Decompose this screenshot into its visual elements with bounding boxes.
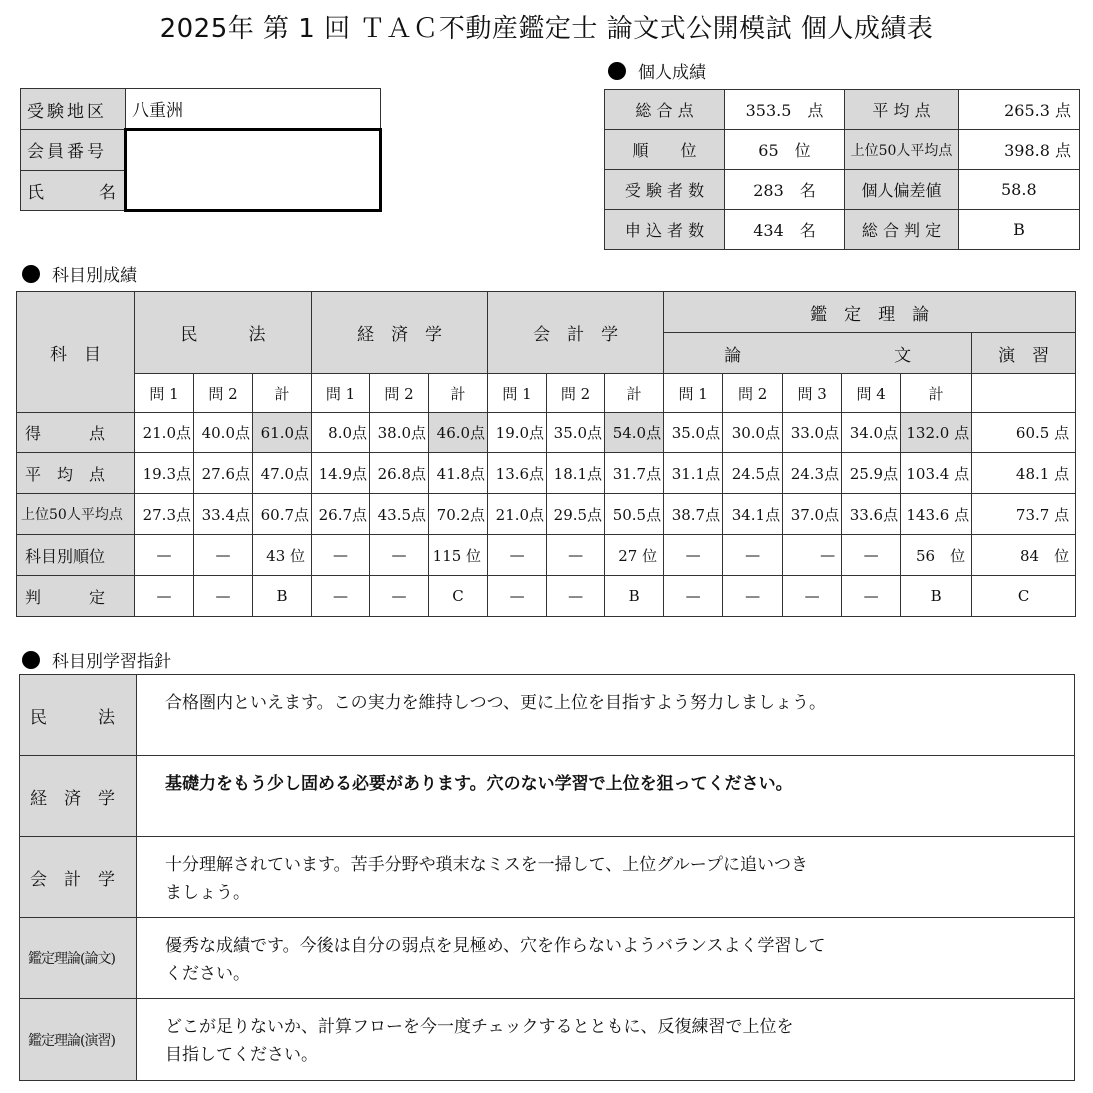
score-cell: — xyxy=(135,576,194,617)
judgment-value: B xyxy=(959,210,1080,250)
row-label: 得 点 xyxy=(17,413,135,453)
score-cell: 21.0点 xyxy=(488,494,547,535)
guidance-line: 優秀な成績です。今後は自分の弱点を見極め、穴を作らないようバランスよく学習して xyxy=(165,936,826,956)
score-cell: B xyxy=(253,576,312,617)
score-cell: 27.6点 xyxy=(194,453,253,494)
score-cell: 47.0点 xyxy=(253,453,312,494)
section-by-subject-heading xyxy=(22,261,137,286)
area-value: 八重洲 xyxy=(126,89,381,130)
score-cell: 115 位 xyxy=(429,535,488,576)
column-header: 計 xyxy=(901,374,972,413)
score-cell: — xyxy=(547,576,605,617)
guidance-text xyxy=(137,999,1075,1081)
score-cell: 61.0点 xyxy=(253,413,312,453)
column-header: 問 2 xyxy=(194,374,253,413)
score-cell: 19.0点 xyxy=(488,413,547,453)
column-header: 問 1 xyxy=(664,374,723,413)
score-cell: 34.0点 xyxy=(842,413,901,453)
guidance-line: ください。 xyxy=(165,964,250,984)
bullet-icon xyxy=(22,265,40,283)
score-cell: 37.0点 xyxy=(783,494,842,535)
deviation-label: 個人偏差値 xyxy=(845,170,959,210)
score-cell: 40.0点 xyxy=(194,413,253,453)
score-cell: 35.0点 xyxy=(664,413,723,453)
guidance-line: どこが足りないか、計算フローを今一度チェックするとともに、反復練習で上位を xyxy=(165,1017,794,1037)
score-cell: 8.0点 xyxy=(312,413,370,453)
score-row xyxy=(17,453,1076,494)
guidance-row xyxy=(20,675,1075,756)
score-cell: — xyxy=(664,576,723,617)
score-cell: — xyxy=(723,535,783,576)
column-header: 問 2 xyxy=(547,374,605,413)
score-cell: — xyxy=(312,535,370,576)
score-cell: C xyxy=(972,576,1076,617)
bullet-icon xyxy=(22,651,40,669)
score-cell: 24.3点 xyxy=(783,453,842,494)
guidance-text xyxy=(137,918,1075,999)
score-cell: 29.5点 xyxy=(547,494,605,535)
score-cell: 26.8点 xyxy=(370,453,429,494)
column-header: 計 xyxy=(605,374,664,413)
score-cell: 30.0点 xyxy=(723,413,783,453)
candidate-info-table xyxy=(20,88,382,212)
score-cell: — xyxy=(547,535,605,576)
score-cell: 70.2点 xyxy=(429,494,488,535)
judgment-label: 総 合 判 定 xyxy=(845,210,959,250)
score-cell: 33.0点 xyxy=(783,413,842,453)
score-cell: 27 位 xyxy=(605,535,664,576)
section-guidance-label: 科目別学習指針 xyxy=(52,652,171,672)
economics-header: 経 済 学 xyxy=(312,292,488,374)
name-label: 氏 名 xyxy=(21,170,126,211)
top50-average-label: 上位50人平均点 xyxy=(845,130,959,170)
guidance-line: ましょう。 xyxy=(165,883,250,903)
examinees-label: 受 験 者 数 xyxy=(605,170,725,210)
score-cell: C xyxy=(429,576,488,617)
guidance-text xyxy=(137,837,1075,918)
row-label: 科目別順位 xyxy=(17,535,135,576)
civil-law-header: 民 法 xyxy=(135,292,312,374)
score-cell: 103.4 点 xyxy=(901,453,972,494)
score-cell: 26.7点 xyxy=(312,494,370,535)
row-label: 判 定 xyxy=(17,576,135,617)
top50-average-value: 398.8 点 xyxy=(959,130,1080,170)
guidance-line: 基礎力をもう少し固める必要があります。穴のない学習で上位を狙ってください。 xyxy=(165,774,793,794)
bullet-icon xyxy=(608,62,626,80)
guidance-row xyxy=(20,756,1075,837)
score-cell: 31.1点 xyxy=(664,453,723,494)
score-cell: 73.7 点 xyxy=(972,494,1076,535)
member-number-value xyxy=(126,130,381,171)
score-row xyxy=(17,494,1076,535)
score-cell: 56 位 xyxy=(901,535,972,576)
score-cell: 43.5点 xyxy=(370,494,429,535)
score-cell: 60.7点 xyxy=(253,494,312,535)
examinees-value: 283 名 xyxy=(725,170,845,210)
score-cell: — xyxy=(842,535,901,576)
column-header-row xyxy=(17,374,1076,413)
score-cell: 19.3点 xyxy=(135,453,194,494)
score-cell: 60.5 点 xyxy=(972,413,1076,453)
score-cell: 54.0点 xyxy=(605,413,664,453)
total-score-value: 353.5 点 xyxy=(725,90,845,130)
member-number-label: 会員番号 xyxy=(21,130,126,171)
essay-header: 論 文 xyxy=(664,333,972,374)
subject-header: 科 目 xyxy=(17,292,135,413)
score-cell: 41.8点 xyxy=(429,453,488,494)
score-cell: 46.0点 xyxy=(429,413,488,453)
score-cell: 84 位 xyxy=(972,535,1076,576)
column-header: 問 1 xyxy=(312,374,370,413)
section-personal-heading xyxy=(608,58,706,83)
column-header: 問 2 xyxy=(723,374,783,413)
name-value xyxy=(126,170,381,211)
score-cell: — xyxy=(842,576,901,617)
summary-table xyxy=(604,89,1080,250)
score-cell: 18.1点 xyxy=(547,453,605,494)
score-cell: — xyxy=(194,576,253,617)
area-label: 受験地区 xyxy=(21,89,126,130)
accounting-header: 会 計 学 xyxy=(488,292,664,374)
guidance-subject: 経 済 学 xyxy=(20,756,137,837)
score-cell: — xyxy=(194,535,253,576)
guidance-text xyxy=(137,756,1075,837)
score-cell: — xyxy=(783,535,842,576)
average-score-label: 平 均 点 xyxy=(845,90,959,130)
guidance-line: 合格圏内といえます。この実力を維持しつつ、更に上位を目指すよう努力しましょう。 xyxy=(165,693,826,713)
column-header xyxy=(972,374,1076,413)
column-header: 問 4 xyxy=(842,374,901,413)
score-cell: 50.5点 xyxy=(605,494,664,535)
score-cell: 14.9点 xyxy=(312,453,370,494)
guidance-text xyxy=(137,675,1075,756)
row-label: 平 均 点 xyxy=(17,453,135,494)
column-header: 問 1 xyxy=(488,374,547,413)
score-cell: — xyxy=(783,576,842,617)
score-cell: 43 位 xyxy=(253,535,312,576)
appraisal-theory-header: 鑑 定 理 論 xyxy=(664,292,1076,333)
subject-scores-table xyxy=(16,291,1076,617)
score-cell: B xyxy=(901,576,972,617)
guidance-subject: 民 法 xyxy=(20,675,137,756)
score-cell: — xyxy=(135,535,194,576)
score-cell: 33.6点 xyxy=(842,494,901,535)
exercise-header: 演 習 xyxy=(972,333,1076,374)
rank-value: 65 位 xyxy=(725,130,845,170)
score-row xyxy=(17,413,1076,453)
score-cell: 25.9点 xyxy=(842,453,901,494)
score-cell: 132.0 点 xyxy=(901,413,972,453)
score-cell: — xyxy=(723,576,783,617)
guidance-row xyxy=(20,837,1075,918)
section-personal-label: 個人成績 xyxy=(638,63,706,83)
guidance-row xyxy=(20,918,1075,999)
score-cell: 13.6点 xyxy=(488,453,547,494)
score-cell: — xyxy=(488,535,547,576)
score-cell: 31.7点 xyxy=(605,453,664,494)
score-cell: — xyxy=(664,535,723,576)
score-cell: 143.6 点 xyxy=(901,494,972,535)
score-cell: 35.0点 xyxy=(547,413,605,453)
column-header: 問 3 xyxy=(783,374,842,413)
guidance-line: 目指してください。 xyxy=(165,1045,318,1065)
column-header: 問 2 xyxy=(370,374,429,413)
column-header: 問 1 xyxy=(135,374,194,413)
score-cell: — xyxy=(370,535,429,576)
score-cell: — xyxy=(488,576,547,617)
guidance-row xyxy=(20,999,1075,1081)
score-cell: 34.1点 xyxy=(723,494,783,535)
guidance-subject: 鑑定理論(論文) xyxy=(20,918,137,999)
total-score-label: 総 合 点 xyxy=(605,90,725,130)
page-title: 2025年 第 1 回 ＴＡＣ不動産鑑定士 論文式公開模試 個人成績表 xyxy=(159,14,934,44)
row-label: 上位50人平均点 xyxy=(17,494,135,535)
score-cell: 24.5点 xyxy=(723,453,783,494)
score-row xyxy=(17,535,1076,576)
score-cell: 21.0点 xyxy=(135,413,194,453)
guidance-subject: 会 計 学 xyxy=(20,837,137,918)
score-cell: 38.0点 xyxy=(370,413,429,453)
deviation-value: 58.8 xyxy=(959,170,1080,210)
score-cell: — xyxy=(370,576,429,617)
study-guidance-table xyxy=(19,674,1075,1081)
guidance-line: 十分理解されています。苦手分野や瑣末なミスを一掃して、上位グループに追いつき xyxy=(165,855,808,875)
section-by-subject-label: 科目別成績 xyxy=(52,266,137,286)
score-cell: 33.4点 xyxy=(194,494,253,535)
applicants-value: 434 名 xyxy=(725,210,845,250)
score-cell: B xyxy=(605,576,664,617)
score-cell: — xyxy=(312,576,370,617)
guidance-subject: 鑑定理論(演習) xyxy=(20,999,137,1081)
score-cell: 27.3点 xyxy=(135,494,194,535)
score-row xyxy=(17,576,1076,617)
section-guidance-heading xyxy=(22,647,171,672)
column-header: 計 xyxy=(429,374,488,413)
column-header: 計 xyxy=(253,374,312,413)
applicants-label: 申 込 者 数 xyxy=(605,210,725,250)
score-cell: 48.1 点 xyxy=(972,453,1076,494)
average-score-value: 265.3 点 xyxy=(959,90,1080,130)
score-cell: 38.7点 xyxy=(664,494,723,535)
rank-label: 順 位 xyxy=(605,130,725,170)
